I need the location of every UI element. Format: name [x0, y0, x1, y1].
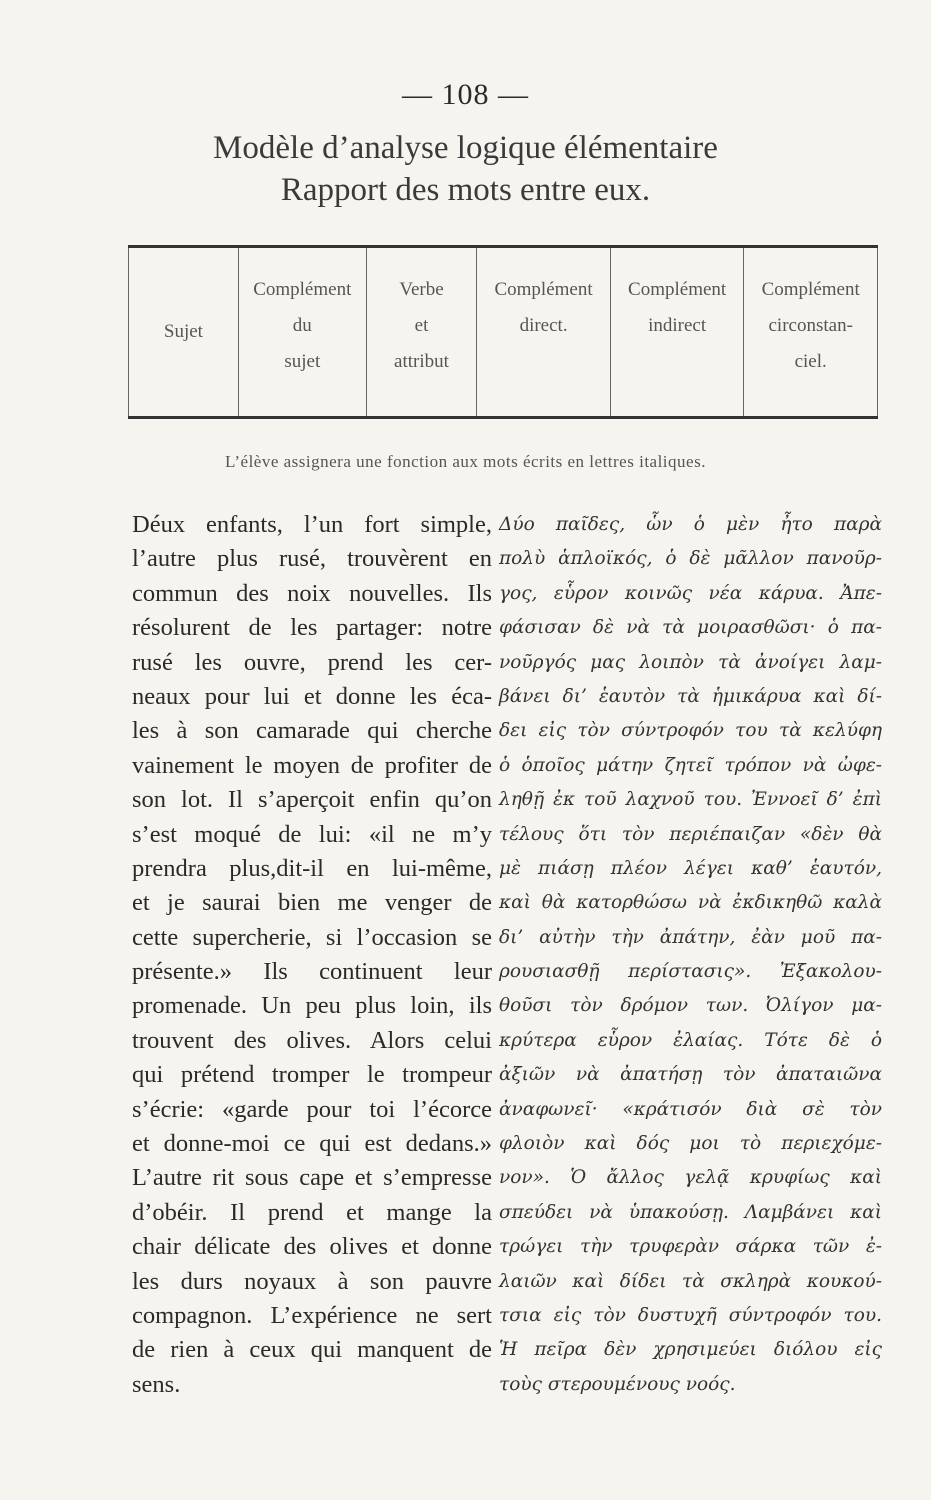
french-text-line: l’autre plus rusé, trouvèrent en — [132, 545, 492, 573]
french-text-line: présente.» Ils continuent leur — [132, 958, 492, 986]
greek-text-line: νον». Ὁ ἄλλος γελᾷ κρυφίως καὶ — [499, 1167, 882, 1189]
table-row — [129, 247, 878, 418]
table-header-line: Complément — [761, 279, 860, 300]
french-text-line: compagnon. L’expérience ne sert — [132, 1301, 492, 1329]
table-header-line: du — [292, 315, 312, 336]
table-header-line: Complément — [253, 279, 352, 300]
greek-text-line: κρύτερα εὗρον ἐλαίας. Τότε δὲ ὁ — [499, 1029, 882, 1051]
french-text-line: s’écrie: «garde pour toi l’écorce — [132, 1095, 492, 1123]
greek-text-line: φάσισαν δὲ νὰ τὰ μοιρασθῶσι· ὁ πα- — [499, 617, 882, 639]
greek-text-line: τοὺς στερουμένους νοός. — [499, 1373, 736, 1395]
french-text-line: Déux enfants, l’un fort simple, — [132, 511, 492, 538]
table-header-cell — [744, 247, 878, 418]
french-text-line: commun des noix nouvelles. Ils — [132, 579, 492, 607]
greek-text-line: Ἡ πεῖρα δὲν χρησιμεύει διόλου εἰς — [499, 1339, 882, 1361]
greek-text-line: ὁ ὁποῖος μάτην ζητεῖ τρόπον νὰ ὠφε- — [499, 754, 882, 776]
instruction-note: L’élève assignera une fonction aux mots écrits en lettres italiques. — [225, 452, 706, 471]
french-text-line: chair délicate des olives et donne — [132, 1233, 492, 1261]
table-header-line: Complément — [628, 279, 727, 300]
greek-text-line: θοῦσι τὸν δρόμον των. Ὀλίγον μα- — [499, 995, 882, 1017]
french-text-line: promenade. Un peu plus loin, ils — [132, 992, 492, 1020]
table-header-line: indirect — [648, 315, 707, 336]
table-header-cell — [129, 247, 239, 418]
table-header-line: Sujet — [163, 321, 203, 342]
page-title: Modèle d’analyse logique élémentaire — [213, 130, 718, 166]
french-text-line: neaux pour lui et donne les éca- — [132, 682, 492, 710]
french-text-line: d’obéir. Il prend et mange la — [132, 1198, 492, 1226]
greek-text-line: τρώγει τὴν τρυφερὰν σάρκα τῶν ἐ- — [499, 1236, 882, 1258]
table-header-line: ciel. — [794, 351, 827, 372]
page-subtitle: Rapport des mots entre eux. — [280, 172, 651, 208]
greek-text-line: ἀναφωνεῖ· «κράτισόν διὰ σὲ τὸν — [499, 1098, 882, 1120]
table-header-cell — [610, 247, 744, 418]
french-text-line: les durs noyaux à son pauvre — [132, 1267, 492, 1295]
greek-text-line: γος, εὗρον κοινῶς νέα κάρυα. Ἀπε- — [499, 582, 882, 604]
greek-text-line: δει εἰς τὸν σύντροφόν του τὰ κελύφη — [499, 720, 882, 742]
french-text-line: cette supercherie, si l’occasion se — [132, 923, 492, 951]
greek-text-column — [499, 508, 882, 1402]
table-header-line: direct. — [519, 315, 568, 336]
greek-text-line: σπεύδει νὰ ὑπακούσῃ. Λαμβάνει καὶ — [499, 1201, 882, 1223]
french-text-line: vainement le moyen de profiter de — [132, 751, 492, 779]
greek-text-line: φλοιὸν καὶ δός μοι τὸ περιεχόμε- — [499, 1133, 882, 1155]
greek-text-line: μὲ πιάσῃ πλέον λέγει καθ’ ἑαυτόν, — [499, 857, 882, 879]
table-header-line: Verbe — [399, 279, 444, 300]
table-header-line: Complément — [494, 279, 593, 300]
greek-text-line: πολὺ ἁπλοϊκός, ὁ δὲ μᾶλλον πανοῦρ- — [499, 548, 882, 570]
french-text-line: prendra plus,dit-il en lui-même, — [132, 854, 492, 882]
analysis-table — [128, 245, 878, 419]
table-header-line: attribut — [394, 351, 449, 372]
table-header-line: sujet — [284, 351, 321, 372]
french-text-line: et donne-moi ce qui est dedans.» — [132, 1130, 492, 1158]
french-text-line: s’est moqué de lui: «il ne m’y — [132, 820, 492, 848]
french-text-line: trouvent des olives. Alors celui — [132, 1026, 492, 1054]
table-header-cell — [477, 247, 611, 418]
french-text-line: son lot. Il s’aperçoit enfin qu’on — [132, 786, 492, 814]
greek-text-line: νοῦργός μας λοιπὸν τὰ ἀνοίγει λαμ- — [499, 651, 882, 673]
greek-text-line: λαιῶν καὶ δίδει τὰ σκληρὰ κουκού- — [499, 1270, 882, 1292]
french-text-line: qui prétend tromper le trompeur — [132, 1061, 492, 1089]
greek-text-line: ληθῇ ἐκ τοῦ λαχνοῦ του. Ἐννοεῖ δ’ ἐπὶ — [499, 789, 882, 811]
table-header-cell — [238, 247, 366, 418]
greek-text-line: δι’ αὐτὴν τὴν ἀπάτην, ἐὰν μοῦ πα- — [499, 926, 882, 948]
greek-text-line: ρουσιασθῇ περίστασις». Ἐξακολου- — [499, 961, 882, 983]
greek-text-line: Δύο παῖδες, ὧν ὁ μὲν ἦτο παρὰ — [499, 514, 882, 535]
table-header-line: circonstan- — [768, 315, 853, 336]
french-text-line: de rien à ceux qui manquent de — [132, 1336, 492, 1364]
page-number: — 108 — — [402, 78, 529, 111]
french-text-line: les à son camarade qui cherche — [132, 717, 492, 745]
french-text-line: L’autre rit sous cape et s’empresse — [132, 1164, 492, 1192]
greek-text-line: βάνει δι’ ἑαυτὸν τὰ ἡμικάρυα καὶ δί- — [499, 685, 882, 707]
table-header-line: et — [414, 315, 429, 336]
table-header-cell — [366, 247, 477, 418]
greek-text-line: ἀξιῶν νὰ ἀπατήσῃ τὸν ἀπαταιῶνα — [499, 1064, 882, 1086]
greek-text-line: τσια εἰς τὸν δυστυχῆ σύντροφόν του. — [499, 1304, 882, 1326]
french-text-line: résolurent de les partager: notre — [132, 614, 492, 642]
french-text-line: rusé les ouvre, prend les cer- — [132, 648, 492, 676]
greek-text-line: τέλους ὅτι τὸν περιέπαιζαν «δὲν θὰ — [499, 823, 882, 845]
french-text-line: sens. — [132, 1370, 181, 1398]
french-text-column — [132, 508, 492, 1402]
french-text-line: et je saurai bien me venger de — [132, 889, 492, 917]
greek-text-line: καὶ θὰ κατορθώσω νὰ ἐκδικηθῶ καλὰ — [499, 892, 882, 914]
